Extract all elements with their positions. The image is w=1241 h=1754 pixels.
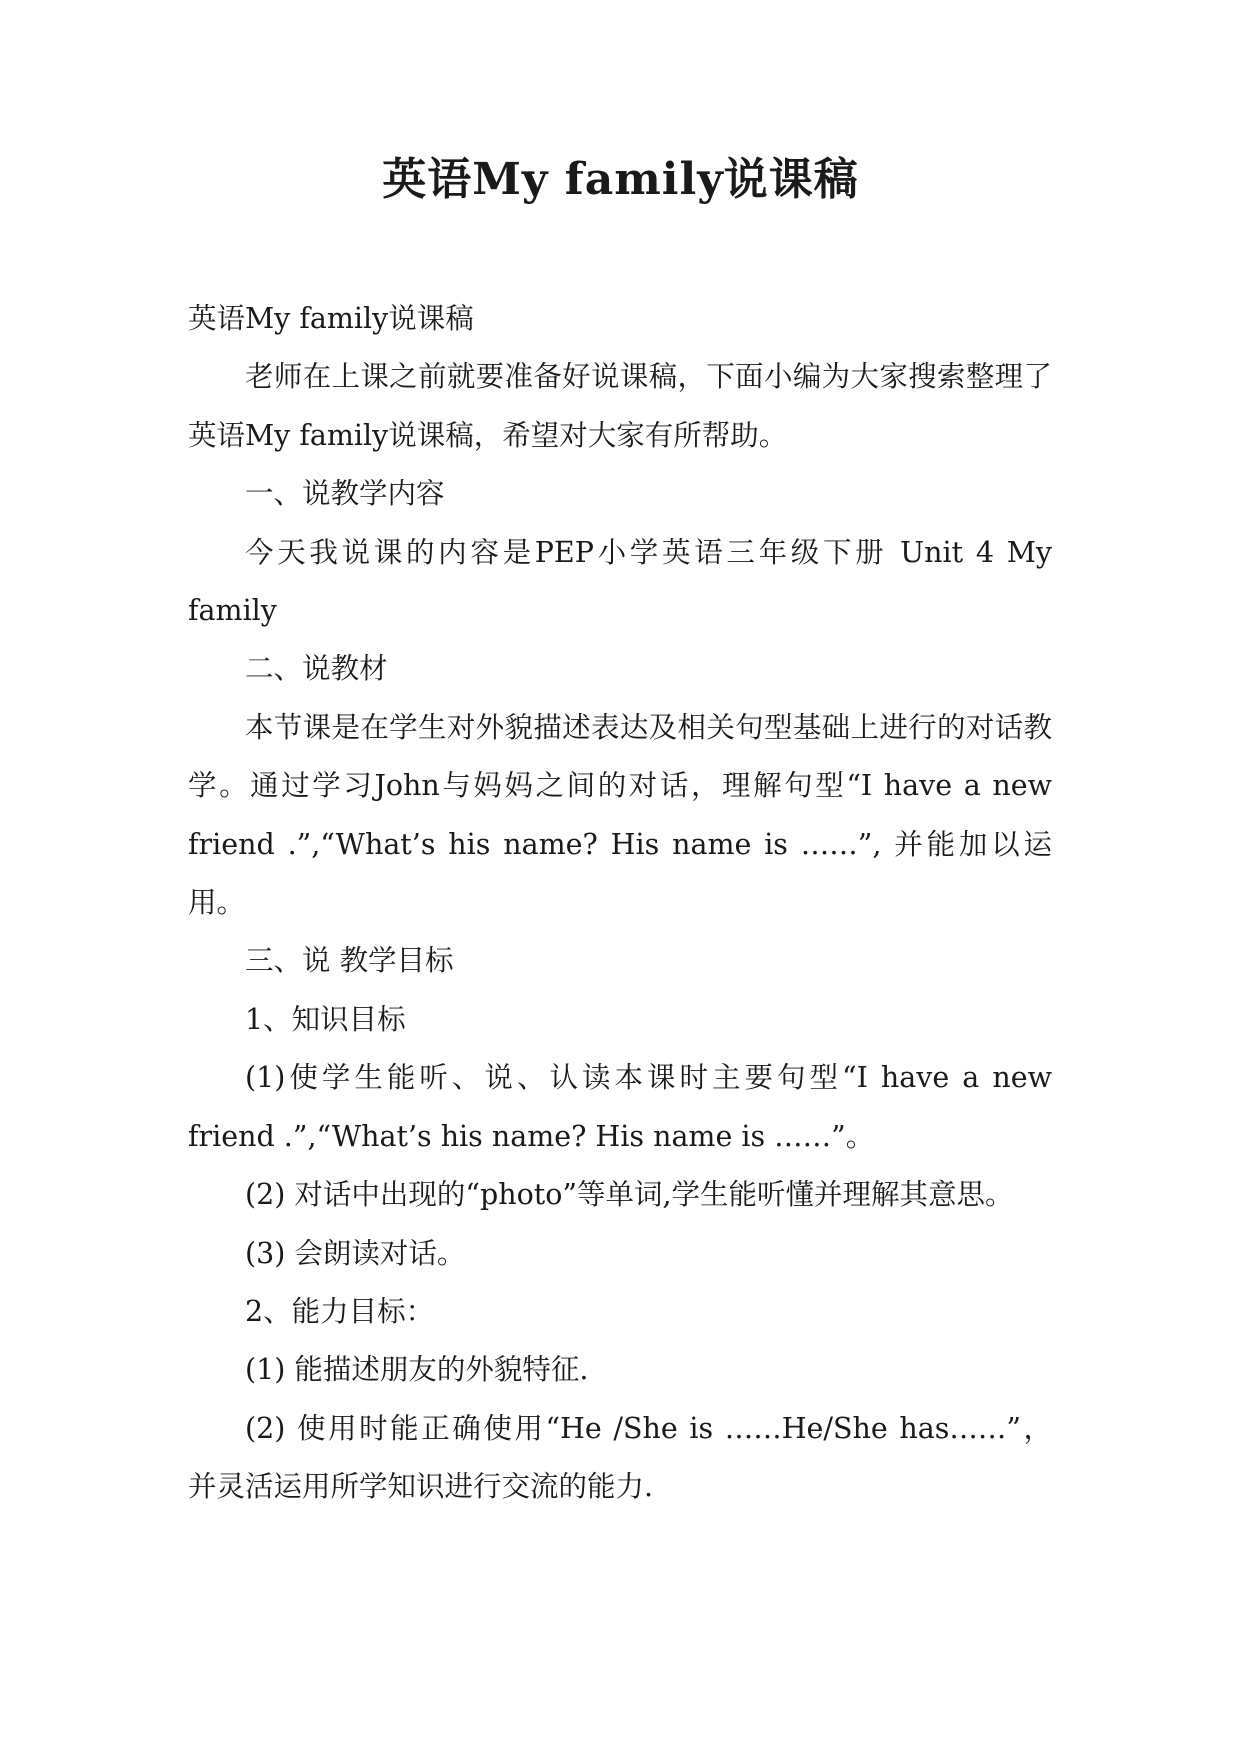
paragraph-textbook: 本节课是在学生对外貌描述表达及相关句型基础上进行的对话教学。通过学习John与妈妈之间的对话，理解句型“I have a new friend .”,“What’s his name? His name is ……”, 并能加以运用。 — [188, 710, 1052, 920]
paragraph-subtitle: 英语My family说课稿 — [188, 302, 474, 335]
heading-ability-goals: 2、能力目标： — [245, 1294, 435, 1328]
list-item-ability-1: (1) 能描述朋友的外貌特征. — [245, 1353, 589, 1387]
paragraph-intro: 老师在上课之前就要准备好说课稿，下面小编为大家搜索整理了英语My family说课稿，希望对大家有所帮助。 — [188, 360, 1052, 452]
paragraph-teaching-content: 今天我说课的内容是PEP小学英语三年级下册 Unit 4 My family — [188, 535, 1052, 628]
list-item-ability-2: (2) 使用时能正确使用“He /She is ……He/She has……”， 并灵活运用所学知识进行交流的能力. — [188, 1411, 1052, 1504]
heading-teaching-goals: 三、说 教学目标 — [245, 944, 454, 978]
document-title: 英语My family说课稿 — [382, 154, 859, 205]
list-item-knowledge-3: (3) 会朗读对话。 — [245, 1236, 466, 1270]
heading-teaching-content: 一、说教学内容 — [245, 477, 445, 511]
list-item-knowledge-2: (2) 对话中出现的“photo”等单词,学生能听懂并理解其意思。 — [245, 1178, 1014, 1212]
heading-knowledge-goals: 1、知识目标 — [245, 1002, 406, 1036]
document-body — [188, 290, 1052, 1517]
list-item-knowledge-1: (1)使学生能听、说、认读本课时主要句型“I have a new friend .”,“What’s his name? His name is ……”。 — [188, 1061, 1052, 1153]
heading-textbook: 二、说教材 — [245, 652, 388, 686]
